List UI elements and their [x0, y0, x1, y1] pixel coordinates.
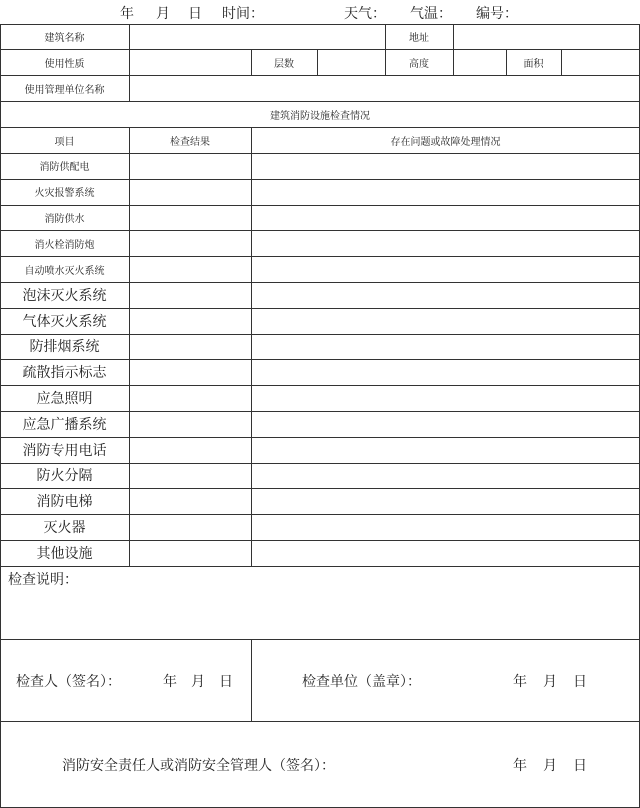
item-result-field[interactable]	[129, 463, 251, 489]
remarks-field[interactable]	[0, 590, 640, 638]
inspect-unit-label: 检查单位（盖章）：	[302, 674, 421, 690]
grid-line	[0, 639, 640, 640]
item-result-field[interactable]	[129, 205, 251, 231]
item-result-field[interactable]	[129, 179, 251, 205]
grid-line	[561, 49, 562, 75]
item-result-field[interactable]	[129, 153, 251, 179]
item-issues-field[interactable]	[251, 256, 640, 282]
grid-line	[0, 282, 640, 283]
label-building-name: 建筑名称	[44, 33, 85, 44]
item-issues-field[interactable]	[251, 385, 640, 411]
grid-line	[0, 49, 640, 50]
item-label: 疏散指示标志	[22, 365, 107, 382]
grid-line	[0, 437, 640, 438]
inspector-month: 月	[191, 674, 205, 690]
grid-line	[385, 24, 386, 75]
header-weather: 天气：	[344, 6, 386, 22]
form-header	[0, 0, 640, 24]
grid-line	[129, 24, 130, 101]
header-temperature: 气温：	[410, 6, 452, 22]
grid-line	[0, 359, 640, 360]
item-issues-field[interactable]	[251, 308, 640, 334]
grid-line	[317, 49, 318, 75]
grid-line	[0, 75, 640, 76]
item-issues-field[interactable]	[251, 153, 640, 179]
item-label: 防火分隔	[36, 468, 93, 485]
grid-line	[0, 411, 640, 412]
remarks-label: 检查说明：	[8, 572, 78, 588]
column-issues: 存在问题或故障处理情况	[390, 136, 501, 148]
header-time: 时间：	[222, 6, 264, 22]
item-label: 泡沫灭火系统	[22, 287, 107, 304]
label-usage: 使用性质	[44, 58, 85, 70]
grid-line	[0, 24, 1, 808]
item-result-field[interactable]	[129, 540, 251, 566]
grid-line	[0, 101, 640, 102]
column-result: 检查结果	[170, 136, 210, 148]
inspector-label: 检查人（签名）：	[16, 674, 121, 690]
label-height: 高度	[409, 58, 429, 70]
grid-line	[0, 308, 640, 309]
item-issues-field[interactable]	[251, 359, 640, 385]
grid-line	[0, 153, 640, 154]
item-label: 消防供水	[44, 213, 85, 225]
item-label: 消防供配电	[39, 162, 90, 174]
responsible-year: 年	[513, 758, 527, 774]
header-year: 年	[120, 6, 134, 22]
field-height[interactable]	[453, 49, 506, 75]
grid-line	[0, 24, 640, 25]
field-usage[interactable]	[129, 49, 251, 75]
grid-line	[0, 488, 640, 489]
header-month: 月	[156, 6, 170, 22]
grid-line	[0, 205, 640, 206]
grid-line	[506, 49, 507, 75]
item-issues-field[interactable]	[251, 488, 640, 514]
item-issues-field[interactable]	[251, 179, 640, 205]
label-address: 地址	[409, 33, 429, 44]
item-label: 应急照明	[36, 391, 93, 408]
item-result-field[interactable]	[129, 488, 251, 514]
grid-line	[0, 256, 640, 257]
item-issues-field[interactable]	[251, 514, 640, 540]
grid-line	[251, 639, 252, 721]
item-label: 消火栓消防炮	[34, 239, 95, 251]
label-floors: 层数	[274, 58, 294, 70]
item-result-field[interactable]	[129, 282, 251, 308]
item-label: 应急广播系统	[22, 416, 107, 433]
field-address[interactable]	[453, 24, 640, 49]
responsible-month: 月	[543, 758, 557, 774]
item-label: 消防专用电话	[22, 442, 107, 459]
item-issues-field[interactable]	[251, 540, 640, 566]
inspect-unit-month: 月	[543, 674, 557, 690]
grid-line	[0, 334, 640, 335]
field-building-name[interactable]	[129, 24, 385, 49]
grid-line	[0, 540, 640, 541]
inspect-unit-day: 日	[573, 674, 587, 690]
item-label: 防排烟系统	[29, 339, 100, 356]
grid-line	[0, 566, 640, 567]
grid-line	[0, 514, 640, 515]
grid-line	[251, 127, 252, 566]
item-issues-field[interactable]	[251, 411, 640, 437]
header-number: 编号：	[476, 6, 518, 22]
item-issues-field[interactable]	[251, 437, 640, 463]
item-result-field[interactable]	[129, 359, 251, 385]
item-label: 其他设施	[36, 545, 93, 562]
label-mgmt-unit: 使用管理单位名称	[24, 84, 105, 96]
section-title: 建筑消防设施检查情况	[270, 110, 370, 122]
item-result-field[interactable]	[129, 411, 251, 437]
grid-line	[0, 721, 640, 722]
grid-line	[0, 179, 640, 180]
grid-line	[0, 230, 640, 231]
field-area[interactable]	[561, 49, 640, 75]
inspector-year: 年	[163, 674, 177, 690]
label-area: 面积	[523, 58, 544, 70]
item-label: 消防电梯	[36, 494, 93, 511]
grid-line	[0, 385, 640, 386]
item-result-field[interactable]	[129, 437, 251, 463]
item-issues-field[interactable]	[251, 334, 640, 360]
item-result-field[interactable]	[129, 334, 251, 360]
field-floors[interactable]	[317, 49, 385, 75]
item-label: 灭火器	[43, 520, 86, 537]
grid-line	[129, 127, 130, 566]
responsible-label: 消防安全责任人或消防安全管理人（签名）：	[62, 758, 335, 774]
grid-line	[0, 463, 640, 464]
grid-line	[251, 49, 252, 75]
responsible-day: 日	[573, 758, 587, 774]
item-result-field[interactable]	[129, 385, 251, 411]
item-issues-field[interactable]	[251, 282, 640, 308]
grid-line	[453, 24, 454, 75]
item-issues-field[interactable]	[251, 463, 640, 489]
item-result-field[interactable]	[129, 514, 251, 540]
item-label: 火灾报警系统	[34, 188, 95, 200]
item-label: 自动喷水灭火系统	[24, 265, 105, 277]
item-issues-field[interactable]	[251, 205, 640, 231]
item-result-field[interactable]	[129, 308, 251, 334]
header-day: 日	[188, 6, 202, 22]
item-label: 气体灭火系统	[22, 313, 107, 330]
inspect-unit-year: 年	[513, 674, 527, 690]
grid-line	[0, 127, 640, 128]
item-issues-field[interactable]	[251, 230, 640, 256]
item-result-field[interactable]	[129, 256, 251, 282]
inspector-day: 日	[219, 674, 233, 690]
field-mgmt-unit[interactable]	[129, 75, 640, 101]
column-item: 项目	[54, 136, 75, 148]
item-result-field[interactable]	[129, 230, 251, 256]
